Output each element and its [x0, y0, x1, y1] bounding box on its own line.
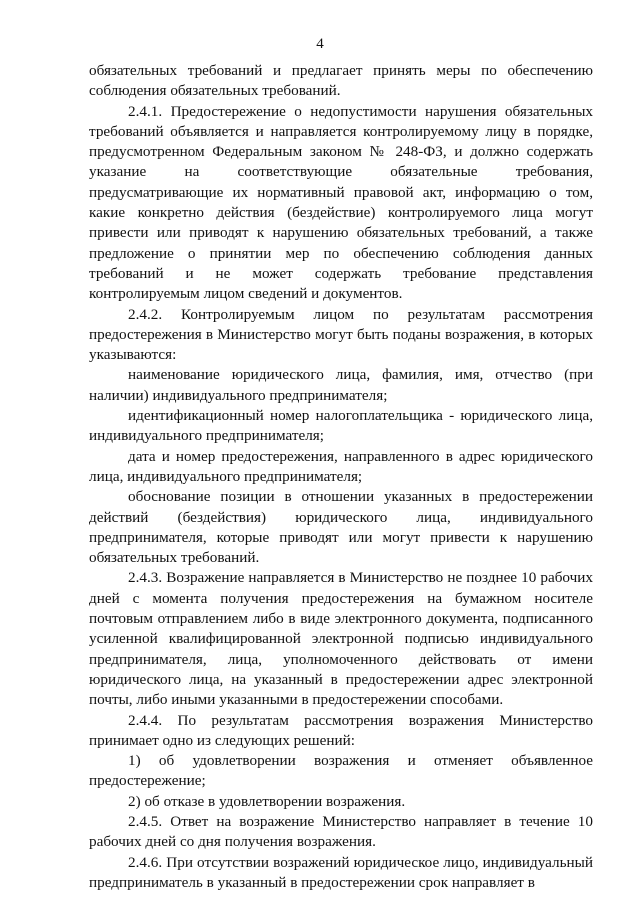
paragraph: 2.4.5. Ответ на возражение Министерство направляет в течение 10 рабочих дней со дня получения возражения. [89, 812, 593, 851]
paragraph: 2.4.3. Возражение направляется в Министерство не позднее 10 рабочих дней с момента получения предостережения на бумажном носителе почтовым отправлением либо в виде электронного документа, подписанного усиленной квалифицированной электронной подписью индивидуального предпринимателя, лица, уполномоченного действовать от имени юридического лица, на указанный в предостережении адрес электронной почты, либо иными указанными в предостережении способами. [89, 569, 593, 709]
paragraph: 2.4.6. При отсутствии возражений юридическое лицо, индивидуальный предприниматель в указанный в предостережении срок направляет в [89, 853, 593, 891]
paragraph: 2) об отказе в удовлетворении возражения. [128, 792, 406, 810]
paragraph: 2.4.4. По результатам рассмотрения возражения Министерство принимает одно из следующих решений: [89, 711, 593, 749]
paragraph: 1) об удовлетворении возражения и отменяет объявленное предостережение; [89, 752, 593, 790]
paragraph: наименование юридического лица, фамилия, имя, отчество (при наличии) индивидуального предпринимателя; [89, 366, 593, 404]
paragraph: обязательных требований и предлагает принять меры по обеспечению соблюдения обязательных требований. [89, 62, 593, 100]
document-body [89, 61, 593, 893]
paragraph: обоснование позиции в отношении указанных в предостережении действий (бездействия) юридического лица, индивидуального предпринимателя, которые приводят или могут привести к нарушению обязательных требований. [89, 488, 593, 567]
paragraph: идентификационный номер налогоплательщика - юридического лица, индивидуального предпринимателя; [89, 407, 593, 445]
paragraph: дата и номер предостережения, направленного в адрес юридического лица, индивидуального предпринимателя; [89, 447, 593, 485]
paragraph: 2.4.1. Предостережение о недопустимости нарушения обязательных требований объявляется и направляется контролируемому лицу в порядке, предусмотренном Федеральным законом № 248-ФЗ, и должно содержать указание на соответствующие обязательные требования, предусматривающие их нормативный правовой акт, информацию о том, какие конкретно действия (бездействие) контролируемого лица могут привести или приводят к нарушению обязательных требований, а также предложение о принятии мер по обеспечению соблюдения данных требований и не может содержать требование представления контролируемым лицом сведений и документов. [89, 102, 593, 303]
paragraph: 2.4.2. Контролируемым лицом по результатам рассмотрения предостережения в Министерство могут быть поданы возражения, в которых указываются: [89, 305, 593, 364]
page-number: 4 [316, 36, 324, 52]
